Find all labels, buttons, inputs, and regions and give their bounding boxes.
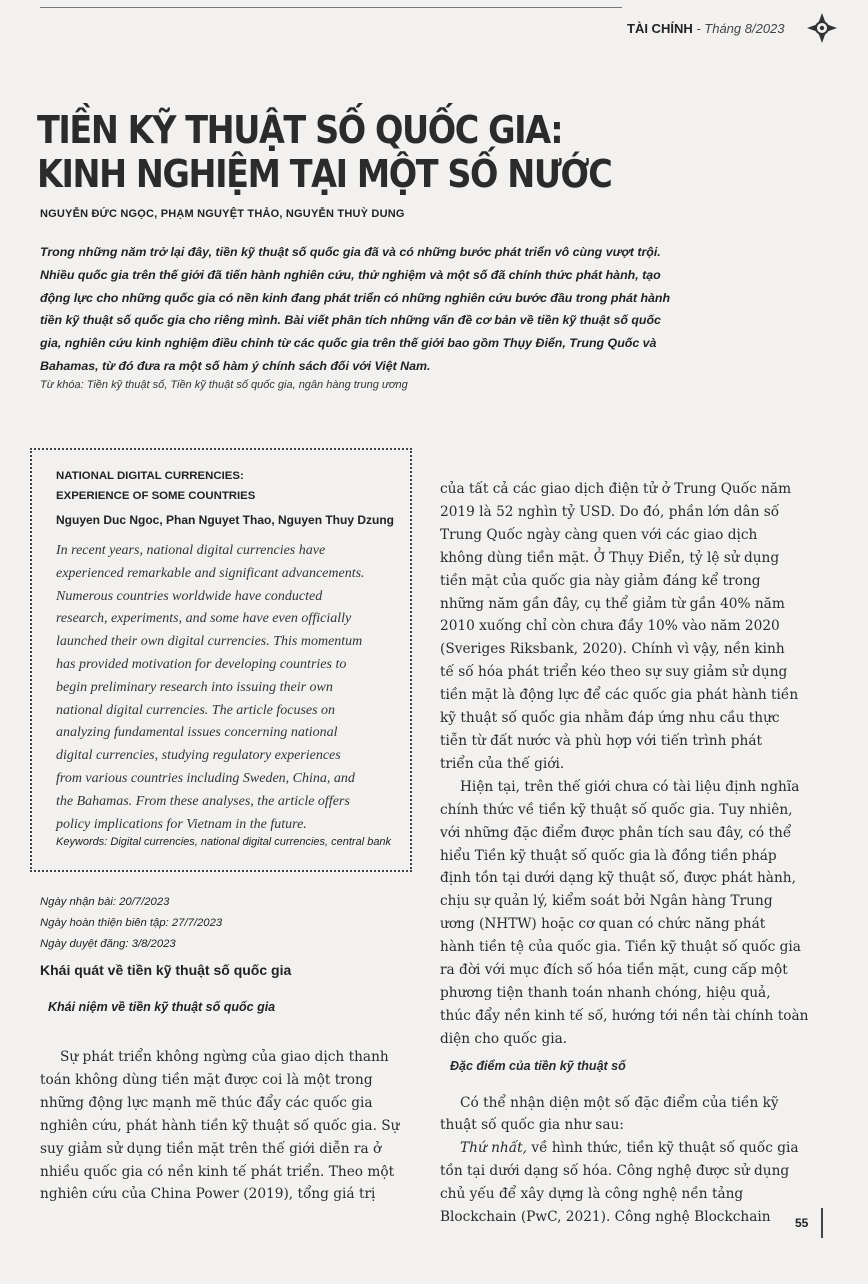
body-line: của tất cả các giao dịch điện tử ở Trung Quốc năm (440, 481, 792, 497)
abstract-line: Bahamas, từ đó đưa ra một số hàm ý chính sách đối với Việt Nam. (40, 358, 431, 373)
english-abstract-line: Numerous countries worldwide have conducted (56, 588, 323, 604)
issue-date: - Tháng 8/2023 (692, 21, 785, 36)
body-line: 2010 xuống chỉ còn chưa đầy 10% vào năm 2020 (440, 618, 780, 635)
body-line: hiểu Tiền kỹ thuật số quốc gia là đồng tiền pháp (440, 847, 777, 864)
body-line: nghiên cứu của China Power (2019), tổng giá trị (40, 1186, 376, 1203)
title-line: TIỀN KỸ THUẬT SỐ QUỐC GIA: (37, 108, 563, 152)
page-number: 55 (795, 1216, 809, 1230)
date-edited: Ngày hoàn thiện biên tập: 27/7/2023 (40, 917, 223, 929)
body-line: Trung Quốc ngày càng quen với các giao dịch (440, 526, 758, 543)
body-line: diện cho quốc gia. (440, 1030, 568, 1047)
body-line: 2019 là 52 nghìn tỷ USD. Do đó, phần lớn dân số (440, 503, 780, 520)
english-abstract-line: launched their own digital currencies. This momentum (56, 634, 363, 650)
english-abstract-line: analyzing fundamental issues concerning national (56, 725, 338, 741)
compass-star-icon (806, 12, 838, 44)
abstract-line: Nhiều quốc gia trên thế giới đã tiến hành nghiên cứu, thử nghiệm và một số đã chính thức phát hành, tạo (40, 267, 661, 282)
body-line: phương tiện thanh toán nhanh chóng, hiệu quả, (440, 984, 771, 1001)
english-abstract-line: experienced remarkable and significant advancements. (56, 565, 365, 581)
body-line: những động lực mạnh mẽ thúc đẩy các quốc gia (40, 1094, 373, 1111)
body-line: thuật số quốc gia như sau: (440, 1117, 624, 1134)
running-header (627, 21, 807, 36)
emphasis-lead: Thứ nhất, (460, 1140, 527, 1157)
english-abstract-line: policy implications for Vietnam in the future. (56, 816, 307, 832)
authors-vietnamese: NGUYỄN ĐỨC NGỌC, PHẠM NGUYỆT THẢO, NGUYỄN THUỲ DUNG (40, 208, 405, 220)
english-abstract-line: national digital currencies. The article focuses on (56, 702, 336, 718)
english-abstract-line: from various countries including Sweden, China, and (56, 770, 355, 786)
body-line: với những đặc điểm được phân tích sau đây, có thể (440, 824, 792, 841)
english-abstract-line: begin preliminary research into issuing their own (56, 679, 333, 695)
body-left-column (40, 1046, 423, 1206)
abstract-line: tiền kỹ thuật số quốc gia cho riêng mình. Bài viết phân tích những vấn đề cơ bản về tiền kỹ thuật số quốc (40, 313, 661, 328)
body-line: tế số hóa phát triển kéo theo sự suy giảm sử dụng (440, 664, 788, 681)
abstract-line: Trong những năm trở lại đây, tiền kỹ thuật số quốc gia đã và có những bước phát triển vô cùng vượt trội. (40, 245, 661, 259)
body-line: tiền mặt là động lực để các quốc gia phát hành tiền (440, 687, 799, 704)
body-line: thúc đẩy nền kinh tế số, hướng tới nền tài chính toàn (440, 1007, 809, 1024)
body-line: tiễn từ đất nước và phù hợp với tiến trình phát (440, 732, 762, 749)
body-line: (Sveriges Riksbank, 2020). Chính vì vậy, nền kinh (440, 641, 785, 658)
english-keywords: Keywords: Digital currencies, national digital currencies, central bank (56, 836, 392, 848)
body-line: kỹ thuật số quốc gia nhằm đáp ứng nhu cầu thực (440, 710, 780, 727)
body-line: nhiều quốc gia có nền kinh tế phát triển. Theo một (40, 1163, 395, 1180)
body-line: hành tiền tệ của quốc gia. Tiền kỹ thuật số quốc gia (440, 939, 801, 956)
section-name: TÀI CHÍNH (627, 21, 693, 36)
keywords-vietnamese: Từ khóa: Tiền kỹ thuật số, Tiền kỹ thuật số quốc gia, ngân hàng trung ương (40, 379, 408, 391)
body-line: tồn tại dưới dạng số hóa. Công nghệ được sử dụng (440, 1163, 790, 1180)
body-line: chủ yếu để xây dựng là công nghệ nền tảng (440, 1186, 744, 1203)
body-line-rest: về hình thức, tiền kỹ thuật số quốc gia (526, 1140, 799, 1157)
page-number-rule (821, 1208, 823, 1238)
body-line: chính thức về tiền kỹ thuật số quốc gia. Tuy nhiên, (440, 801, 793, 818)
abstract-vietnamese (40, 241, 816, 378)
body-line: định tồn tại dưới dạng kỹ thuật số, được phát hành, (440, 870, 796, 887)
body-line: ương (NHTW) hoặc cơ quan có chức năng phát (440, 916, 766, 933)
english-title-line: NATIONAL DIGITAL CURRENCIES: (56, 470, 244, 482)
english-abstract-line: the Bahamas. From these analyses, the article offers (56, 793, 350, 809)
subsection-heading: Khái niệm về tiền kỹ thuật số quốc gia (48, 1000, 276, 1014)
section-heading: Khái quát về tiền kỹ thuật số quốc gia (40, 962, 292, 978)
body-line: triển của thế giới. (440, 755, 565, 772)
body-line: những năm gần đây, cụ thể giảm từ gần 40% năm (440, 595, 785, 612)
body-line: không dùng tiền mặt. Ở Thụy Điển, tỷ lệ sử dụng (440, 549, 780, 566)
body-line: suy giảm sử dụng tiền mặt trên thế giới diễn ra ở (40, 1140, 382, 1157)
subsection-heading: Đặc điểm của tiền kỹ thuật số (450, 1058, 626, 1073)
abstract-line: động lực cho những quốc gia có nền kinh đang phát triển có những nghiên cứu bước đầu trong phát hành (40, 290, 671, 305)
body-line (440, 1137, 823, 1160)
body-line: nghiên cứu, phát hành tiền kỹ thuật số quốc gia. Sự (40, 1117, 400, 1134)
body-line: Blockchain (PwC, 2021). Công nghệ Blockchain (440, 1209, 771, 1226)
article-title (37, 108, 723, 196)
body-line: Có thể nhận diện một số đặc điểm của tiền kỹ (460, 1094, 779, 1111)
body-line: toán không dùng tiền mặt được coi là một trong (40, 1071, 373, 1088)
title-line: KINH NGHIỆM TẠI MỘT SỐ NƯỚC (37, 152, 612, 196)
english-title (56, 466, 255, 506)
article-dates (40, 892, 222, 955)
body-line: tiền mặt của quốc gia này giảm đáng kể trong (440, 572, 761, 589)
body-line: ra đời với mục đích số hóa tiền mặt, cung cấp một (440, 962, 788, 979)
body-line: Hiện tại, trên thế giới chưa có tài liệu định nghĩa (460, 778, 800, 795)
header-rule (40, 7, 622, 8)
body-line: chịu sự quản lý, kiểm soát bởi Ngân hàng Trung (440, 893, 773, 910)
body-right-column (440, 478, 823, 1229)
english-authors: Nguyen Duc Ngoc, Phan Nguyet Thao, Nguyen Thuy Dzung (56, 513, 395, 527)
english-abstract-line: In recent years, national digital currencies have (56, 543, 326, 558)
english-abstract-line: digital currencies, studying regulatory experiences (56, 748, 341, 764)
english-title-line: EXPERIENCE OF SOME COUNTRIES (56, 490, 256, 502)
date-received: Ngày nhận bài: 20/7/2023 (40, 896, 170, 908)
date-approved: Ngày duyệt đăng: 3/8/2023 (40, 938, 176, 950)
abstract-line: gia, nghiên cứu kinh nghiệm điều chỉnh từ các quốc gia trên thế giới bao gồm Thụy Điển, Trung Quốc và (40, 336, 657, 351)
english-abstract (56, 540, 404, 836)
english-abstract-line: research, experiments, and some have even officially (56, 611, 352, 627)
english-abstract-line: has provided motivation for developing countries to (56, 656, 347, 672)
body-line: Sự phát triển không ngừng của giao dịch thanh (60, 1049, 389, 1065)
